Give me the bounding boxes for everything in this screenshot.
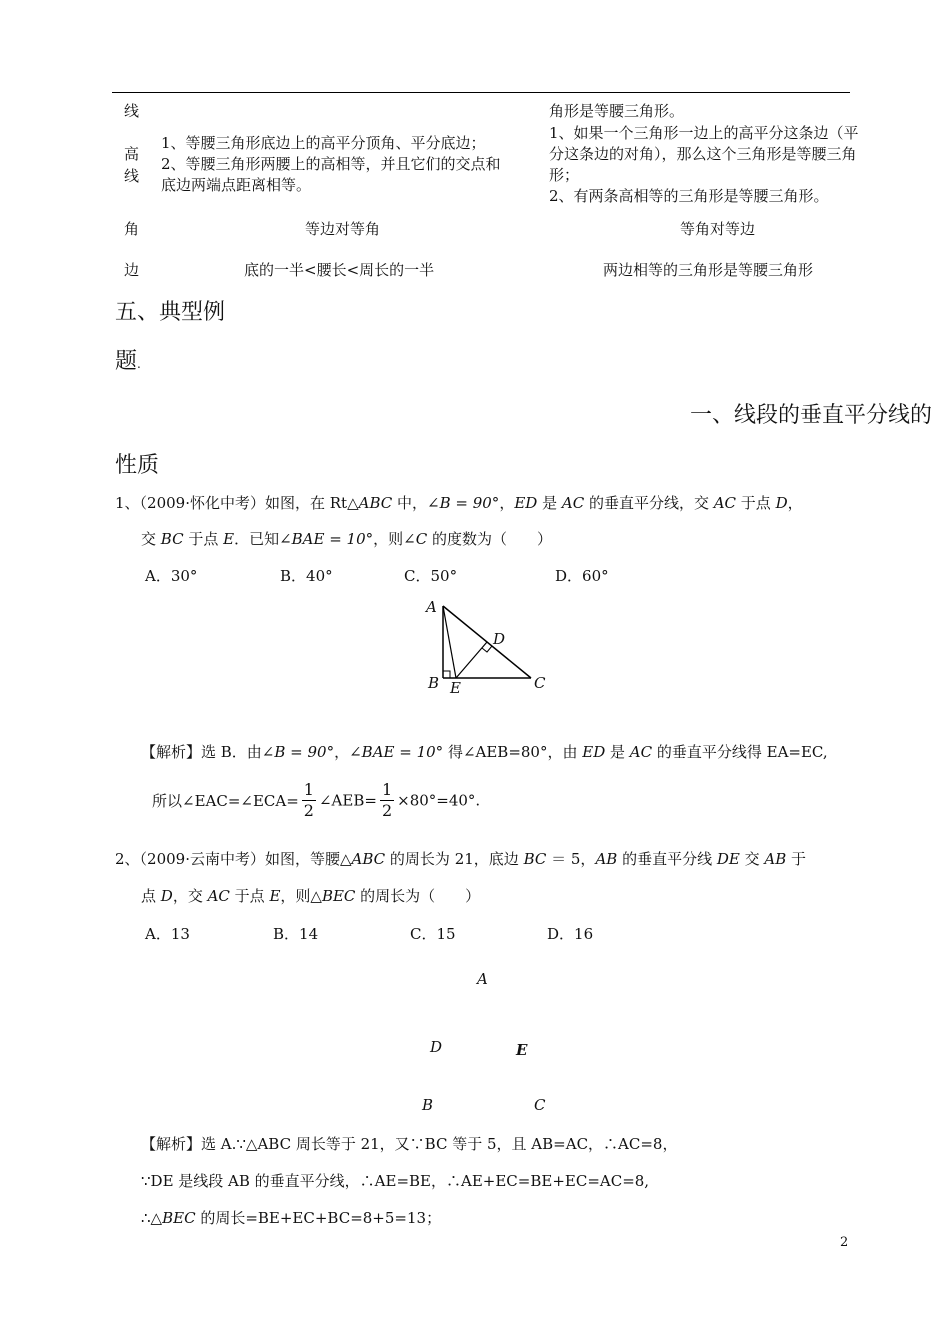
row-height-label-top: 高 bbox=[124, 145, 140, 163]
q1-label-d: D bbox=[493, 630, 506, 648]
q1-solution-line2: 所以∠EAC=∠ECA= $\frac{1}{2}$ ∠AEB= $\frac{1}{2}$ ×80°=40°. bbox=[152, 780, 481, 820]
row-angle-label: 角 bbox=[124, 220, 140, 238]
q1-option-d: D．60° bbox=[555, 567, 609, 585]
q1-option-c: C．50° bbox=[404, 567, 458, 585]
subsection-title-a: 一、线段的垂直平分线的 bbox=[690, 403, 933, 428]
row-line-label: 线 bbox=[124, 102, 140, 120]
row-angle-right: 等角对等边 bbox=[680, 220, 756, 238]
page-number: 2 bbox=[840, 1235, 849, 1250]
q2-option-a: A．13 bbox=[145, 925, 190, 943]
q2-label-c: C bbox=[534, 1096, 546, 1114]
q1-label-c: C bbox=[534, 674, 546, 692]
q2-line1: 2、（2009·云南中考）如图，等腰△ABC 的周长为 21，底边 BC ＝ 5，AB 的垂直平分线 DE 交 AB 于 bbox=[115, 850, 807, 868]
fraction-half: $\frac{1}{2}$ bbox=[303, 780, 314, 820]
row-height-right: 1、如果一个三角形一边上的高平分这条边（平 分这条边的对角），那么这个三角形是等腰三角 形； 2、有两条高相等的三角形是等腰三角形。 bbox=[549, 124, 859, 205]
q2-label-b: B bbox=[422, 1096, 434, 1114]
q1-option-a: A．30° bbox=[145, 567, 198, 585]
q1-option-b: B．40° bbox=[280, 567, 333, 585]
q2-label-d: D bbox=[430, 1038, 443, 1056]
q1-figure bbox=[420, 595, 550, 695]
q1-line2: 交 BC 于点 E．已知∠BAE = 10°，则∠C 的度数为（ ） bbox=[141, 530, 552, 548]
fraction-half-2: $\frac{1}{2}$ bbox=[381, 780, 393, 820]
q1-triangle-diagram bbox=[420, 595, 550, 695]
q2-line2: 点 D，交 AC 于点 E，则△BEC 的周长为（ ） bbox=[141, 887, 481, 905]
section-title-b: 题. bbox=[115, 349, 141, 374]
top-rule bbox=[112, 92, 850, 93]
right-angle-mark-b bbox=[443, 671, 450, 678]
row-side-label: 边 bbox=[124, 261, 140, 279]
section-title-a: 五、典型例 bbox=[115, 300, 226, 325]
segment-ae bbox=[443, 606, 456, 678]
segment-de bbox=[456, 642, 487, 678]
q1-label-b: B bbox=[428, 674, 440, 692]
row-side-right: 两边相等的三角形是等腰三角形 bbox=[603, 261, 814, 279]
q1-solution-line1: 【解析】选 B．由∠B = 90°，∠BAE = 10° 得∠AEB=80°，由 ED 是 AC 的垂直平分线得 EA=EC, bbox=[141, 743, 828, 761]
row-height-left: 1、等腰三角形底边上的高平分顶角、平分底边； 2、等腰三角形两腰上的高相等，并且它们的交点和 底边两端点距离相等。 bbox=[161, 134, 501, 194]
q1-label-a: A bbox=[426, 598, 437, 616]
q2-solution-line2: ∵DE 是线段 AB 的垂直平分线，∴AE=BE，∴AE+EC=BE+EC=AC=8, bbox=[141, 1172, 650, 1190]
subsection-title-b: 性质 bbox=[115, 453, 160, 478]
row-line-right: 角形是等腰三角形。 bbox=[549, 102, 685, 120]
row-height-label-bottom: 线 bbox=[124, 167, 140, 185]
row-angle-left: 等边对等角 bbox=[305, 220, 381, 238]
q2-option-d: D．16 bbox=[547, 925, 594, 943]
q1-line1: 1、（2009·怀化中考）如图，在 Rt△ABC 中，∠B = 90°，ED 是 AC 的垂直平分线，交 AC 于点 D， bbox=[115, 494, 803, 512]
q2-label-e: E bbox=[516, 1041, 528, 1059]
q2-option-c: C．15 bbox=[410, 925, 456, 943]
q2-option-b: B．14 bbox=[273, 925, 319, 943]
q2-solution-line1: 【解析】选 A.∵△ABC 周长等于 21，又∵BC 等于 5，且 AB=AC，∴AC=8， bbox=[141, 1135, 678, 1153]
q2-solution-line3: ∴△BEC 的周长=BE+EC+BC=8+5=13； bbox=[141, 1209, 442, 1227]
q2-label-a: A bbox=[477, 970, 488, 988]
row-side-left: 底的一半<腰长<周长的一半 bbox=[244, 261, 435, 279]
q1-label-e: E bbox=[450, 679, 461, 697]
